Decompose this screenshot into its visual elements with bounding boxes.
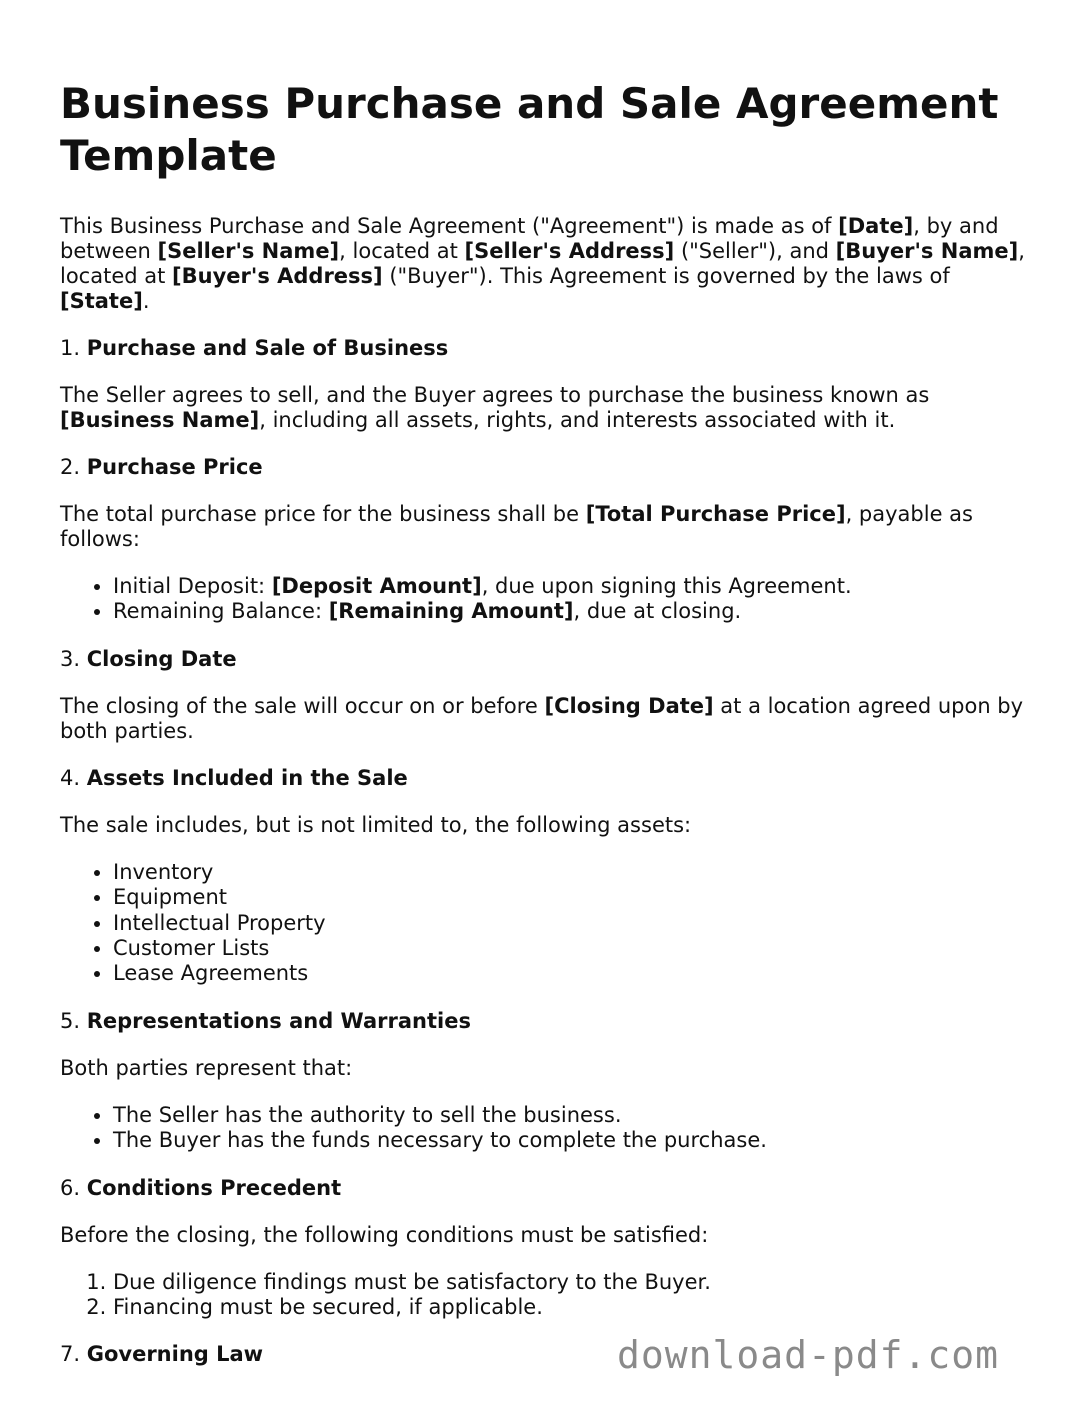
list-item: • Customer Lists [113, 936, 1030, 961]
section-title: Governing Law [86, 1342, 264, 1367]
placeholder-closing-date: [Closing Date] [544, 693, 714, 718]
intro-text: This Business Purchase and Sale Agreement ("Agreement") is made as of [60, 214, 839, 238]
section-2-heading [60, 455, 1030, 480]
section-title: Purchase and Sale of Business [86, 336, 449, 360]
section-title: Purchase Price [86, 455, 263, 479]
list-item: 1. Due diligence findings must be satisfactory to the Buyer. [113, 1270, 1030, 1295]
list-item: • Intellectual Property [113, 911, 1030, 936]
list-item-text: Initial Deposit: [113, 574, 272, 598]
list-item-text: Remaining Balance: [113, 599, 329, 624]
body-text: The closing of the sale will occur on or before [60, 693, 545, 718]
body-text: , payable as follows: [60, 502, 973, 551]
section-1-heading [60, 336, 1030, 361]
list-item: • Equipment [113, 885, 1030, 910]
placeholder-buyer-address: [Buyer's Address] [172, 264, 383, 288]
section-6-text: Before the closing, the following conditions must be satisfied: [60, 1222, 709, 1247]
list-item [113, 599, 1030, 624]
intro-text: ("Seller"), and [674, 239, 836, 263]
intro-text: . [142, 289, 150, 313]
section-3-text [60, 694, 1030, 744]
placeholder-date: [Date] [838, 214, 914, 238]
conditions-list [60, 1270, 1030, 1321]
body-text: at a location agreed upon by both parties. [60, 693, 1024, 743]
intro-paragraph [60, 214, 1030, 314]
assets-list [60, 860, 1030, 987]
body-text: The total purchase price for the business shall be [60, 502, 586, 526]
placeholder-total-purchase-price: [Total Purchase Price] [585, 502, 846, 526]
section-title: Assets Included in the Sale [86, 765, 408, 790]
section-4-heading [60, 766, 1030, 791]
section-number: 3. [60, 646, 87, 671]
placeholder-seller-name: [Seller's Name] [157, 239, 340, 263]
list-item: • Lease Agreements [113, 961, 1030, 986]
section-5-heading [60, 1009, 1030, 1034]
list-item-text: , due at closing. [573, 599, 742, 624]
intro-text: , located at [339, 239, 465, 263]
section-5-text: Both parties represent that: [60, 1055, 353, 1080]
payment-list [60, 574, 1030, 625]
section-number: 4. [60, 765, 87, 790]
section-6-heading [60, 1176, 1030, 1201]
section-2-text [60, 502, 1030, 552]
intro-text: ("Buyer"). This Agreement is governed by the laws of [382, 264, 950, 288]
document-title: Business Purchase and Sale Agreement Template [60, 79, 999, 180]
placeholder-state: [State] [60, 289, 143, 313]
watermark: download-pdf.com [617, 1333, 1000, 1377]
placeholder-buyer-name: [Buyer's Name] [835, 239, 1019, 263]
section-1-text [60, 383, 1030, 433]
body-text: , including all assets, rights, and interests associated with it. [259, 408, 896, 432]
section-number: 2. [60, 455, 87, 479]
document-page [60, 0, 1030, 1367]
list-item-text: , due upon signing this Agreement. [481, 574, 852, 598]
section-title: Conditions Precedent [86, 1175, 342, 1200]
section-number: 7. [60, 1342, 87, 1367]
placeholder-seller-address: [Seller's Address] [464, 239, 675, 263]
list-item: • The Buyer has the funds necessary to complete the purchase. [113, 1128, 1030, 1153]
section-4-text: The sale includes, but is not limited to, the following assets: [60, 812, 692, 837]
intro-text: , by and between [60, 214, 999, 263]
list-item [113, 574, 1030, 599]
section-number: 1. [60, 336, 87, 360]
intro-text: , located at [60, 239, 1025, 288]
list-item: 2. Financing must be secured, if applicable. [113, 1295, 1030, 1320]
section-title: Closing Date [86, 646, 237, 671]
body-text: The Seller agrees to sell, and the Buyer agrees to purchase the business known as [60, 383, 930, 407]
representations-list [60, 1103, 1030, 1154]
placeholder-deposit-amount: [Deposit Amount] [271, 574, 482, 598]
section-number: 5. [60, 1008, 87, 1033]
list-item: • Inventory [113, 860, 1030, 885]
list-item: • The Seller has the authority to sell the business. [113, 1103, 1030, 1128]
section-number: 6. [60, 1175, 87, 1200]
placeholder-business-name: [Business Name] [60, 408, 260, 432]
placeholder-remaining-amount: [Remaining Amount] [328, 599, 574, 624]
section-3-heading [60, 647, 1030, 672]
section-title: Representations and Warranties [86, 1008, 471, 1033]
